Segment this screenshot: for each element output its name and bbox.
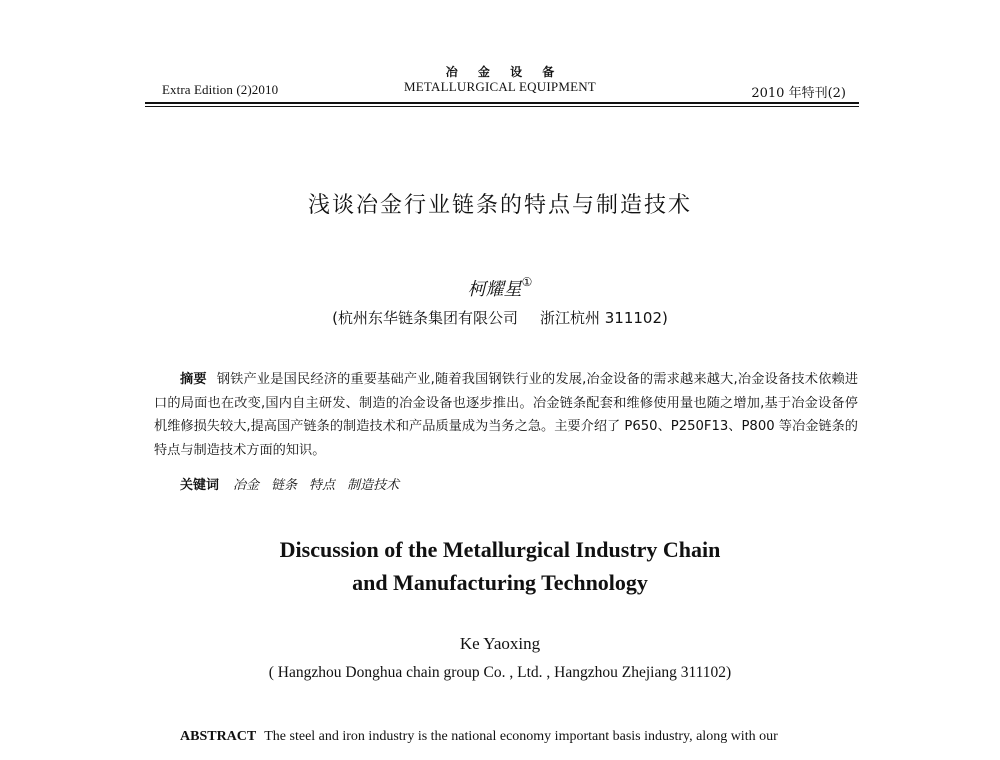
abstract-en <box>154 725 860 749</box>
keywords-cn <box>180 474 411 493</box>
header-rule-thin <box>145 106 859 107</box>
header-rule-thick <box>145 102 859 104</box>
paper-title-en-line2: and Manufacturing Technology <box>352 570 648 595</box>
abstract-en-text: The steel and iron industry is the national economy important basis industry, along with our <box>264 729 778 744</box>
author-en: Ke Yaoxing <box>459 634 541 653</box>
keyword: 链条 <box>271 478 298 493</box>
header-issue: 2010 年特刊(2) <box>751 86 846 101</box>
abstract-cn-text: 钢铁产业是国民经济的重要基础产业,随着我国钢铁行业的发展,冶金设备的需求越来越大,冶金设备技术依赖进口的局面也在改变,国内自主研发、制造的冶金设备也逐步推出。冶金链条配套和维修使用量也随之增加,基于冶金设备停机维修损失较大,提高国产链条的制造技术和产品质量成为当务之急。主要介绍了 P650、P250F13、P800 等冶金链条的特点与制造技术方面的知识。 <box>154 372 859 458</box>
author-cn-name: 柯耀星 <box>467 279 522 300</box>
affiliation-cn <box>0 307 1000 328</box>
journal-name-cn: 冶 金 设 备 <box>445 65 563 79</box>
keyword: 冶金 <box>233 478 260 493</box>
affiliation-en: ( Hangzhou Donghua chain group Co. , Ltd. , Hangzhou Zhejiang 311102) <box>268 664 732 681</box>
running-header <box>140 62 860 102</box>
author-cn <box>0 275 1000 301</box>
paper-title-en <box>0 533 1000 599</box>
abstract-cn <box>154 368 858 462</box>
header-edition: Extra Edition (2)2010 <box>162 82 279 97</box>
paper-title-en-line1: Discussion of the Metallurgical Industry Chain <box>279 537 721 562</box>
keyword: 特点 <box>309 478 336 493</box>
keyword: 制造技术 <box>347 478 400 493</box>
affiliation-cn-company: (杭州东华链条集团有限公司 <box>332 309 518 327</box>
abstract-cn-label: 摘要 <box>180 372 207 387</box>
abstract-en-label: ABSTRACT <box>180 729 257 744</box>
affiliation-cn-location: 浙江杭州 311102) <box>539 309 668 327</box>
paper-title-cn: 浅谈冶金行业链条的特点与制造技术 <box>307 193 692 218</box>
author-footnote-mark: ① <box>521 275 533 289</box>
keywords-cn-label: 关键词 <box>180 478 220 493</box>
journal-name-en: METALLURGICAL EQUIPMENT <box>404 79 596 94</box>
